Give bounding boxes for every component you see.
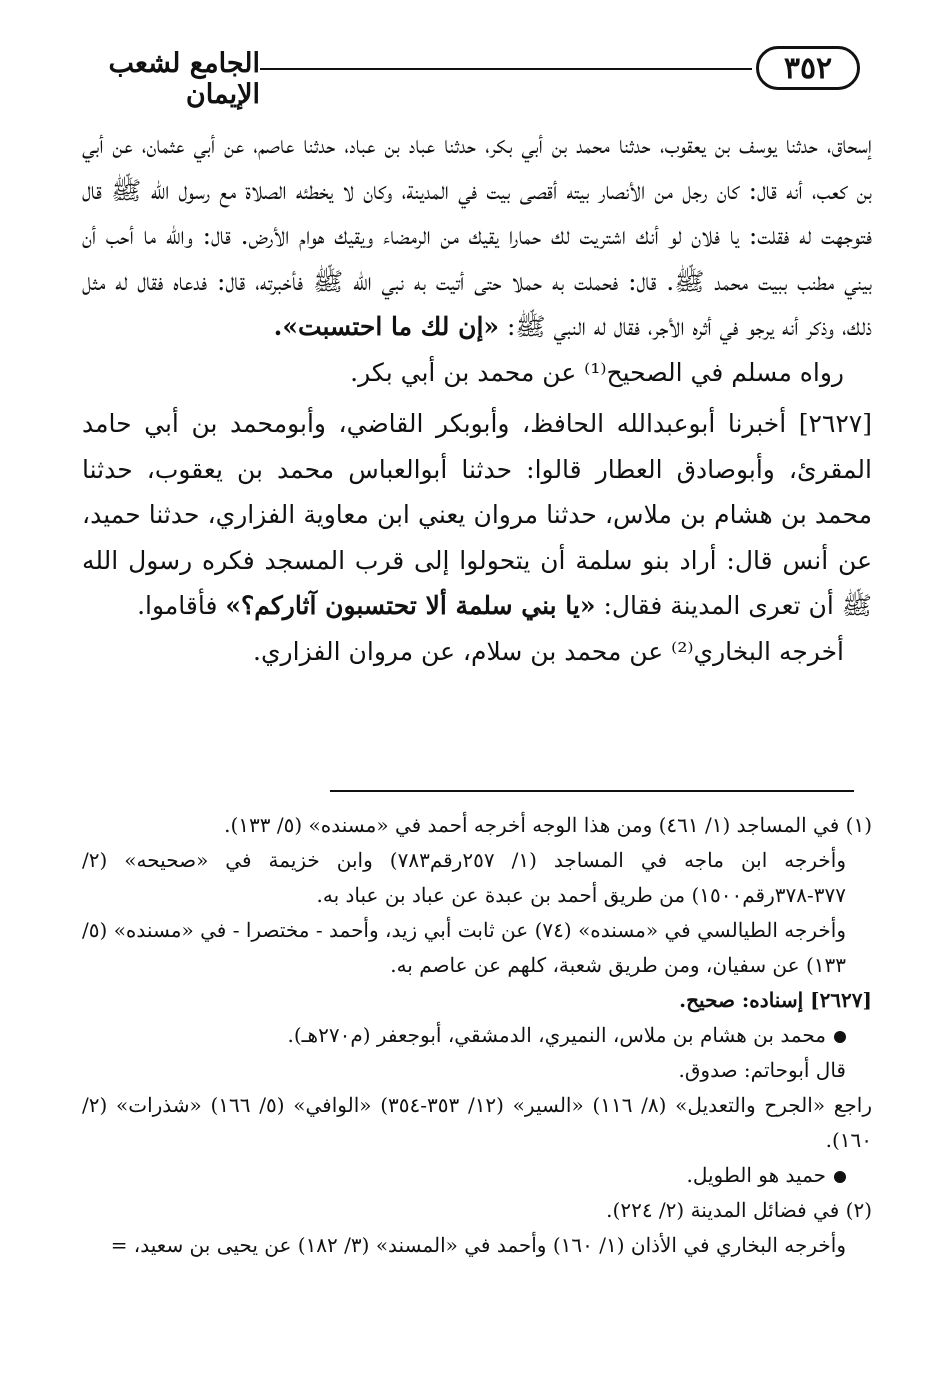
book-title: الجامع لشعب الإيمان	[108, 48, 260, 110]
paragraph-hadith-2627	[82, 401, 872, 629]
bullet-icon	[834, 1171, 846, 1183]
footnote-2627-a-text: محمد بن هشام بن ملاس، النميري، الدمشقي، أبوجعفر (م٢٧٠هـ).	[287, 1023, 826, 1047]
page-number: ٣٥٢	[756, 46, 860, 90]
prophet-quote-2: «يا بني سلمة ألا تحتسبون آثاركم؟»	[225, 591, 596, 620]
footnote-2627-a	[82, 1018, 872, 1053]
main-text	[82, 122, 872, 674]
footnote-2627-c: راجع «الجرح والتعديل» (٨/ ١١٦) «السير» (١٢/ ٣٥٣-٣٥٤) «الوافي» (٥/ ١٦٦) «شذرات» (٢/ ١٦٠).	[82, 1093, 872, 1152]
bullet-icon	[834, 1031, 846, 1043]
header-rule	[260, 68, 752, 70]
footnote-2627: [٢٦٢٧] إسناده: صحيح.	[679, 988, 872, 1012]
hadith-text: إسحاق، حدثنا يوسف بن يعقوب، حدثنا محمد بن أبي بكر، حدثنا عباد بن عباد، حدثنا عاصم، عن أبي عثمان، عن أبي بن كعب، أنه قال: كان رجل من الأنصار بيته أقصى بيت في المدينة، وكان لا يخطئه الصلاة مع رسول الله ﷺ قال فتوجهت له فقلت: يا فلان لو أنك اشتريت لك حمارا يقيك من الرمضاء ويقيك هوام الأرض. قال: والله ما أحب أن بيني مطنب ببيت محمد ﷺ. قال: فحملت به حملا حتى أتيت به نبي الله ﷺ فأخبرته، قال: فدعاه فقال له مثل ذلك، وذكر أنه يرجو في أثره الأجر، فقال له النبي ﷺ:	[82, 130, 872, 341]
paragraph-hadith-continuation	[82, 122, 872, 350]
footnote-1-c: وأخرجه الطيالسي في «مسنده» (٧٤) عن ثابت أبي زيد، وأحمد - مختصرا - في «مسنده» (٥/ ١٣٣) عن سفيان، ومن طريق شعبة، كلهم عن عاصم به.	[82, 918, 846, 977]
footnote-divider	[330, 790, 854, 792]
footnote-1: (١) في المساجد (١/ ٤٦١) ومن هذا الوجه أخرجه أحمد في «مسنده» (٥/ ١٣٣).	[224, 813, 872, 837]
footnote-2627-d-text: حميد هو الطويل.	[686, 1163, 826, 1187]
footnote-1-b: وأخرجه ابن ماجه في المساجد (١/ ٢٥٧رقم٧٨٣) وابن خزيمة في «صحيحه» (٢/ ٣٧٧-٣٧٨رقم١٥٠٠) من طريق أحمد بن عبدة عن عباد بن عباد به.	[82, 848, 846, 907]
footnotes	[82, 808, 872, 1263]
footnote-2: (٢) في فضائل المدينة (٢/ ٢٢٤).	[606, 1198, 872, 1222]
paragraph-muslim-reference: رواه مسلم في الصحيح⁽¹⁾ عن محمد بن أبي بكر.	[350, 357, 844, 387]
footnote-2627-b: قال أبوحاتم: صدوق.	[678, 1058, 846, 1082]
hadith-2627-end: فأقاموا.	[137, 591, 218, 620]
footnote-2-b: وأخرجه البخاري في الأذان (١/ ١٦٠) وأحمد في «المسند» (٣/ ١٨٢) عن يحيى بن سعيد، =	[110, 1233, 846, 1257]
page-header	[70, 46, 860, 110]
paragraph-bukhari-reference: أخرجه البخاري⁽²⁾ عن محمد بن سلام، عن مروان الفزاري.	[253, 636, 844, 666]
hadith-2627-text: [٢٦٢٧] أخبرنا أبوعبدالله الحافظ، وأبوبكر القاضي، وأبومحمد بن أبي حامد المقرئ، وأبوصادق العطار قالوا: حدثنا أبوالعباس محمد بن يعقوب، حدثنا محمد بن هشام بن ملاس، حدثنا مروان يعني ابن معاوية الفزاري، حدثنا حميد، عن أنس قال: أراد بنو سلمة أن يتحولوا إلى قرب المسجد فكره رسول الله ﷺ أن تعرى المدينة فقال:	[82, 409, 872, 620]
prophet-quote: «إن لك ما احتسبت».	[273, 312, 500, 341]
footnote-2627-d	[82, 1158, 872, 1193]
